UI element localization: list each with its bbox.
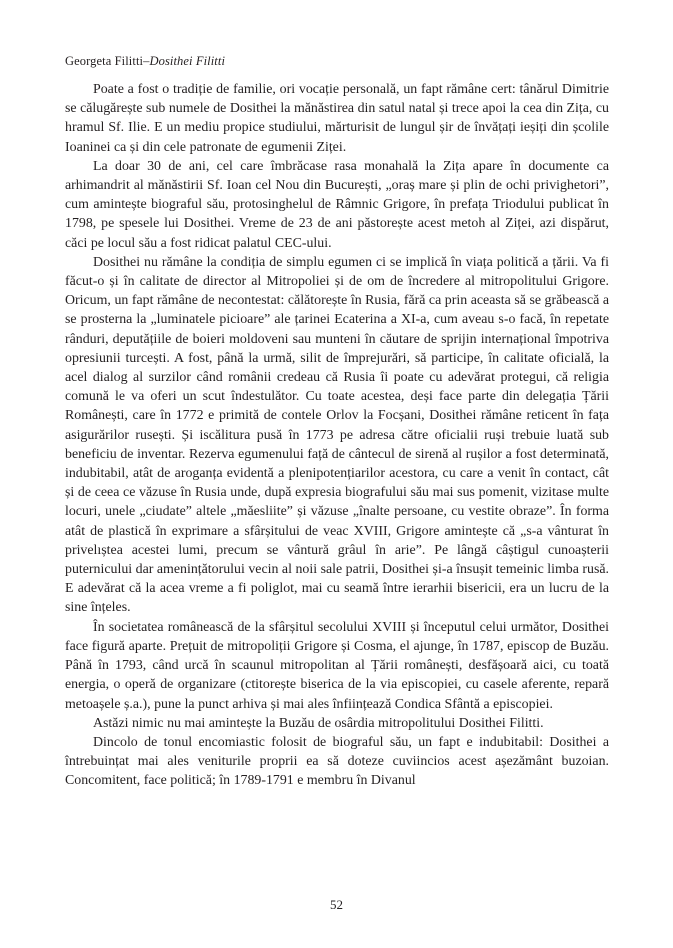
header-author: Georgeta Filitti [65,54,144,68]
paragraph: Dincolo de tonul encomiastic folosit de biograful său, un fapt e indubitabil: Dosithei a întrebuințat mai ales veniturile proprii ea să doteze cuviincios acest așezământ buzoian. Concomitent, face politică; în 1789-1791 e membru în Divanul [65,734,609,789]
paragraph: La doar 30 de ani, cel care îmbrăcase rasa monahală la Zița apare în documente ca arhimandrit al mănăstirii Sf. Ioan cel Nou din București, „oraș mare și plin de ochi privighetori”, cum amintește biograful său, protosinghelul de Râmnic Grigore, în prefața Triodului publicat în 1798, pe spesele lui Dosithei. Vreme de 23 de ani păstorește acest metoh al Ziței, azi dispărut, căci pe locul său a fost ridicat palatul CEC-ului. [65,158,609,251]
paragraph: În societatea românească de la sfârșitul secolului XVIII și începutul celui următor, Dosithei face figură aparte. Prețuit de mitropoliții Grigore și Cosma, el ajunge, în 1787, episcop de Buzău. Până în 1793, când urcă în scaunul mitropolitan al Țării românești, desfășoară aici, cu toată energia, o operă de organizare (ctitorește biserica de la via episcopiei, cu casele aferente, repară metoașele ș.a.), pune la punct arhiva și mai ales înființează Condica Sfântă a episcopiei. [65,619,609,712]
paragraph: Astăzi nimic nu mai amintește la Buzău de osârdia mitropolitului Dosithei Filitti. [93,715,544,731]
header-separator: – [143,54,150,68]
paragraph: Poate a fost o tradiție de familie, ori vocație personală, un fapt rămâne cert: tânărul Dimitrie se călugărește sub numele de Dosithei la mănăstirea din satul natal și trece apoi la cea din Zița, cu hramul Sf. Ilie. E un mediu propice studiului, mărturisit de lungul șir de învățați ieșiți din școlile Ioaninei ca și din cele patronate de egumenii Ziței. [65,82,609,155]
running-header [65,54,225,69]
paragraph: Dosithei nu rămâne la condiția de simplu egumen ci se implică în viața politică a țării. Va fi făcut-o și în calitate de director al Mitropoliei și de om de încredere al mitropolitului Grigore. Oricum, un fapt rămâne de necontestat: călătorește în Rusia, fără ca prin aceasta să se grăbească a se prosterna la „luminatele picioare” ale țarinei Ecaterina a XI-a, cum aveau s-o facă, în repetate rânduri, deputățiile de boieri moldoveni sau munteni în căutare de sprijin internațional împotriva opresiunii turcești. A fost, până la urmă, silit de împrejurări, să participe, în calitate oficială, la acel dialog al surzilor când românii credeau că Rusia îi poate cu adevărat protegui, că religia comună le va oferi un scut îndestulător. Cu toate acestea, deși face parte din delegația Țării Românești, care în 1772 e primită de contele Orlov la Focșani, Dosithei rămâne reticent în fața asigurărilor rusești. Și iscălitura pusă în 1773 pe adresa către oficialii ruși trebuie luată sub beneficiu de inventar. Rezerva egumenului față de cântecul de sirenă al rușilor a fost determinată, indubitabil, atât de aroganța evidentă a plenipotențiarilor acestora, cu care a venit în contact, cât și de ceea ce văzuse în Rusia unde, după expresia biografului său mai sus pomenit, vizitase multe locuri, unele „ciudate” altele „măesliite” și văzuse „înalte persoane, cu vestite obraze”. În forma atât de plastică în exprimare a sfârșitului de veac XVIII, Grigore amintește că „s-a vânturat în privelıștea acestei lumi, precum se vântură grâul în arie”. Pe lângă câștigul cunoașterii puternicului dar amenințătorului vecin al noii sale patrii, Dosithei și-a însușit temeinic limba rusă. E adevărat că la acea vreme a fi poliglot, mai cu seamă între ierarhii bisericii, era un lucru de la sine înțeles. [65,254,609,616]
header-book-title: Dosithei Filitti [149,54,226,68]
body-text [65,80,609,791]
page-number: 52 [330,897,343,912]
